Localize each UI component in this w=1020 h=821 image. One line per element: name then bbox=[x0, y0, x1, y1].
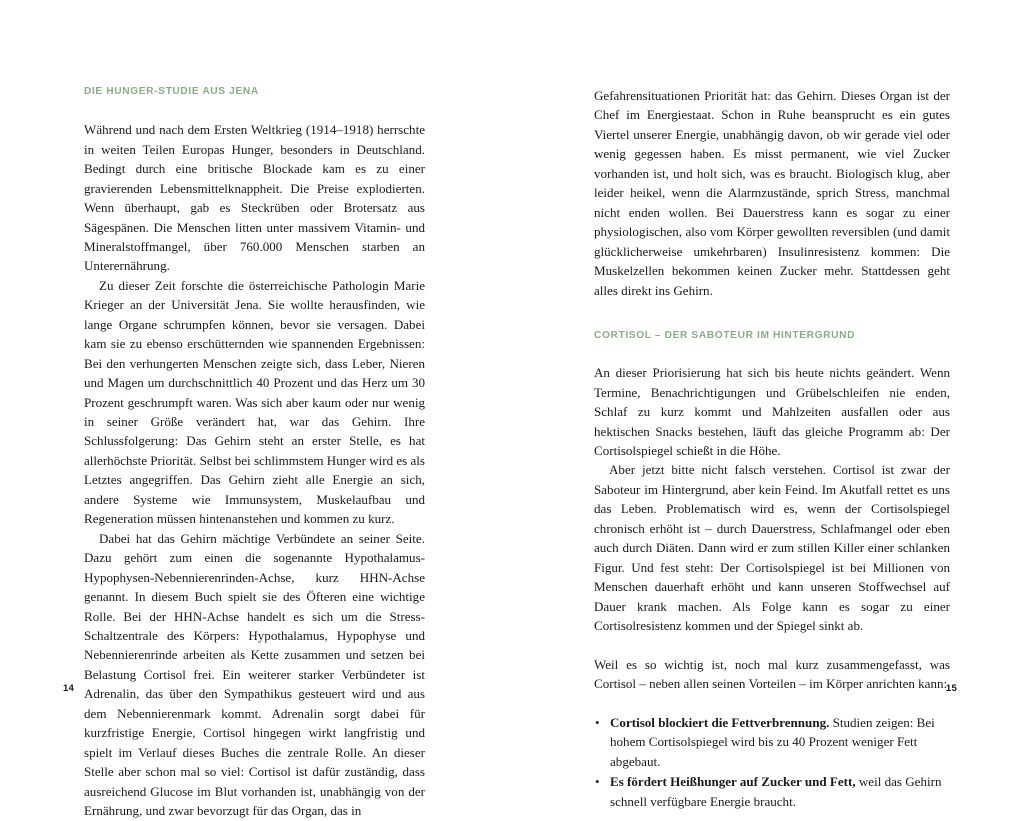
list-item-text: Studien zeigen: Bei hohem Cortisolspiegel wird bis zu 40 Prozent weniger Fett abgebaut. bbox=[610, 714, 935, 769]
list-item bbox=[594, 772, 950, 811]
list-item-text: weil das Gehirn schnell verfügbare Energie braucht. bbox=[610, 774, 942, 809]
list-item bbox=[594, 713, 950, 771]
section-heading-hunger-studie: DIE HUNGER-STUDIE AUS JENA bbox=[84, 86, 259, 97]
list-item-lead-in: Cortisol blockiert die Fettverbrennung. bbox=[610, 714, 830, 730]
section-heading-cortisol: CORTISOL – DER SABOTEUR IM HINTERGRUND bbox=[594, 329, 856, 341]
cortisol-effects-list bbox=[594, 713, 950, 811]
list-item-lead-in: Es fördert Heißhunger auf Zucker und Fett, bbox=[610, 774, 856, 790]
paragraph-continued: Gefahrensituationen Priorität hat: das Gehirn. Dieses Organ ist der Chef im Energiestaat. Schon in Ruhe beansprucht es ein gutes Viertel unserer Energie, unabhängig davon, ob wir gerade viel oder wenig gegessen haben. Es misst permanent, wie viel Zucker vorhanden ist, und holt sich, was es braucht. Biologisch klug, aber leider heikel, wenn die Alarmzustände, sprich Stress, manchmal nicht enden wollen. Bei Dauerstress kann es sogar zu einer physiologischen, also vom Körper gewollten reversiblen (und damit glücklicherweise umkehrbaren) Insulinresistenz kommen: Die Muskelzellen bekommen keinen Zucker mehr. Stattdessen geht alles direkt ins Gehirn. bbox=[594, 88, 950, 298]
bullet-point-icon: • bbox=[595, 714, 600, 730]
page-number-left: 14 bbox=[63, 683, 75, 694]
paragraph: Dabei hat das Gehirn mächtige Verbündete an seiner Seite. Dazu gehört zum einen die sogenannte Hypothalamus-Hypophysen-Nebennierenrinden-Achse, kurz HHN-Achse genannt. In diesem Buch spielt sie des Öfteren eine wichtige Rolle. Bei der HHN-Achse handelt es sich um die Stress-Schaltzentrale des Körpers: Hypothalamus, Hypophyse und Nebennierenrinde arbeiten als Kette zusammen und setzen bei Belastung Cortisol frei. Ein weiterer starker Verbündeter ist Adrenalin, das über den Sympathikus gesteuert wird und aus dem Nebennierenmark kommt. Adrenalin sorgt dabei für kurzfristige Energie, Cortisol hingegen wirkt langfristig und spielt im Verlauf dieses Buches die zentrale Rolle. An dieser Stelle aber schon mal so viel: Cortisol ist dafür zuständig, dass ausreichend Glucose im Blut vorhanden ist, unabhängig von der Ernährung, und zwar bevorzugt für das Organ, das in bbox=[84, 530, 425, 819]
page-right bbox=[510, 0, 1020, 809]
page-number-right: 15 bbox=[945, 683, 957, 694]
paragraph: Weil es so wichtig ist, noch mal kurz zusammengefasst, was Cortisol – neben allen seinen Vorteilen – im Körper anrichten kann: bbox=[594, 657, 950, 692]
page-left-text-column bbox=[84, 86, 425, 821]
paragraph: Aber jetzt bitte nicht falsch verstehen. Cortisol ist zwar der Saboteur im Hintergrund, aber kein Feind. Im Akutfall rettet es uns das Leben. Problematisch wird es, wenn der Cortisolspiegel chronisch erhöht ist – durch Dauerstress, Schlafmangel oder eben auch durch Diäten. Dann wird er zum stillen Killer einer schlanken Figur. Und fest steht: Der Cortisolspiegel ist bei Millionen von Menschen dauerhaft erhöht und kann unseren Stoffwechsel auf Dauer krank machen. Als Folge kann es sogar zu einer Cortisolresistenz kommen und der Spiegel sinkt ab. bbox=[594, 462, 950, 634]
paragraph: Während und nach dem Ersten Weltkrieg (1914–1918) herrschte in weiten Teilen Europas Hunger, besonders in Deutschland. Bedingt durch eine britische Blockade kam es zu einer gravierenden Lebensmittelknappheit. Die Preise explodierten. Wenn überhaupt, gab es Steckrüben oder Brotersatz aus Sägespänen. Die Menschen litten unter massivem Vitamin- und Mineralstoffmangel, über 760.000 Menschen starben an Unterernährung. bbox=[84, 122, 425, 274]
paragraph: An dieser Priorisierung hat sich bis heute nichts geändert. Wenn Termine, Benachrichtigungen und Grübelschleifen nie enden, Schlaf zu kurz kommt und Mahlzeiten ausfallen oder aus hektischen Snacks bestehen, läuft das gleiche Programm ab: Der Cortisolspiegel schießt in die Höhe. bbox=[594, 365, 950, 459]
page-left bbox=[0, 0, 510, 819]
page-right-text-column bbox=[594, 86, 950, 811]
paragraph: Zu dieser Zeit forschte die österreichische Pathologin Marie Krieger an der Universität Jena. Sie wollte herausfinden, wie lange Organe schrumpfen können, bevor sie versagen. Dabei kam sie zu ebenso erschütternden wie spannenden Ergebnissen: Bei den verhungerten Menschen zeigte sich, dass Leber, Nieren und Magen um durchschnittlich 40 Prozent und das Herz um 30 Prozent geschrumpft waren. Was sich aber kaum oder nur wenig in seiner Größe verändert hat, war das Gehirn. Ihre Schlussfolgerung: Das Gehirn steht an erster Stelle, es hat allerhöchste Priorität. Selbst bei schlimmstem Hunger wird es als Letztes angegriffen. Das Gehirn zieht alle Energie an sich, andere Systeme wie Immunsystem, Muskelaufbau und Regeneration müssen hintenanstehen und kommen zu kurz. bbox=[84, 277, 425, 527]
bullet-point-icon: • bbox=[595, 774, 600, 790]
